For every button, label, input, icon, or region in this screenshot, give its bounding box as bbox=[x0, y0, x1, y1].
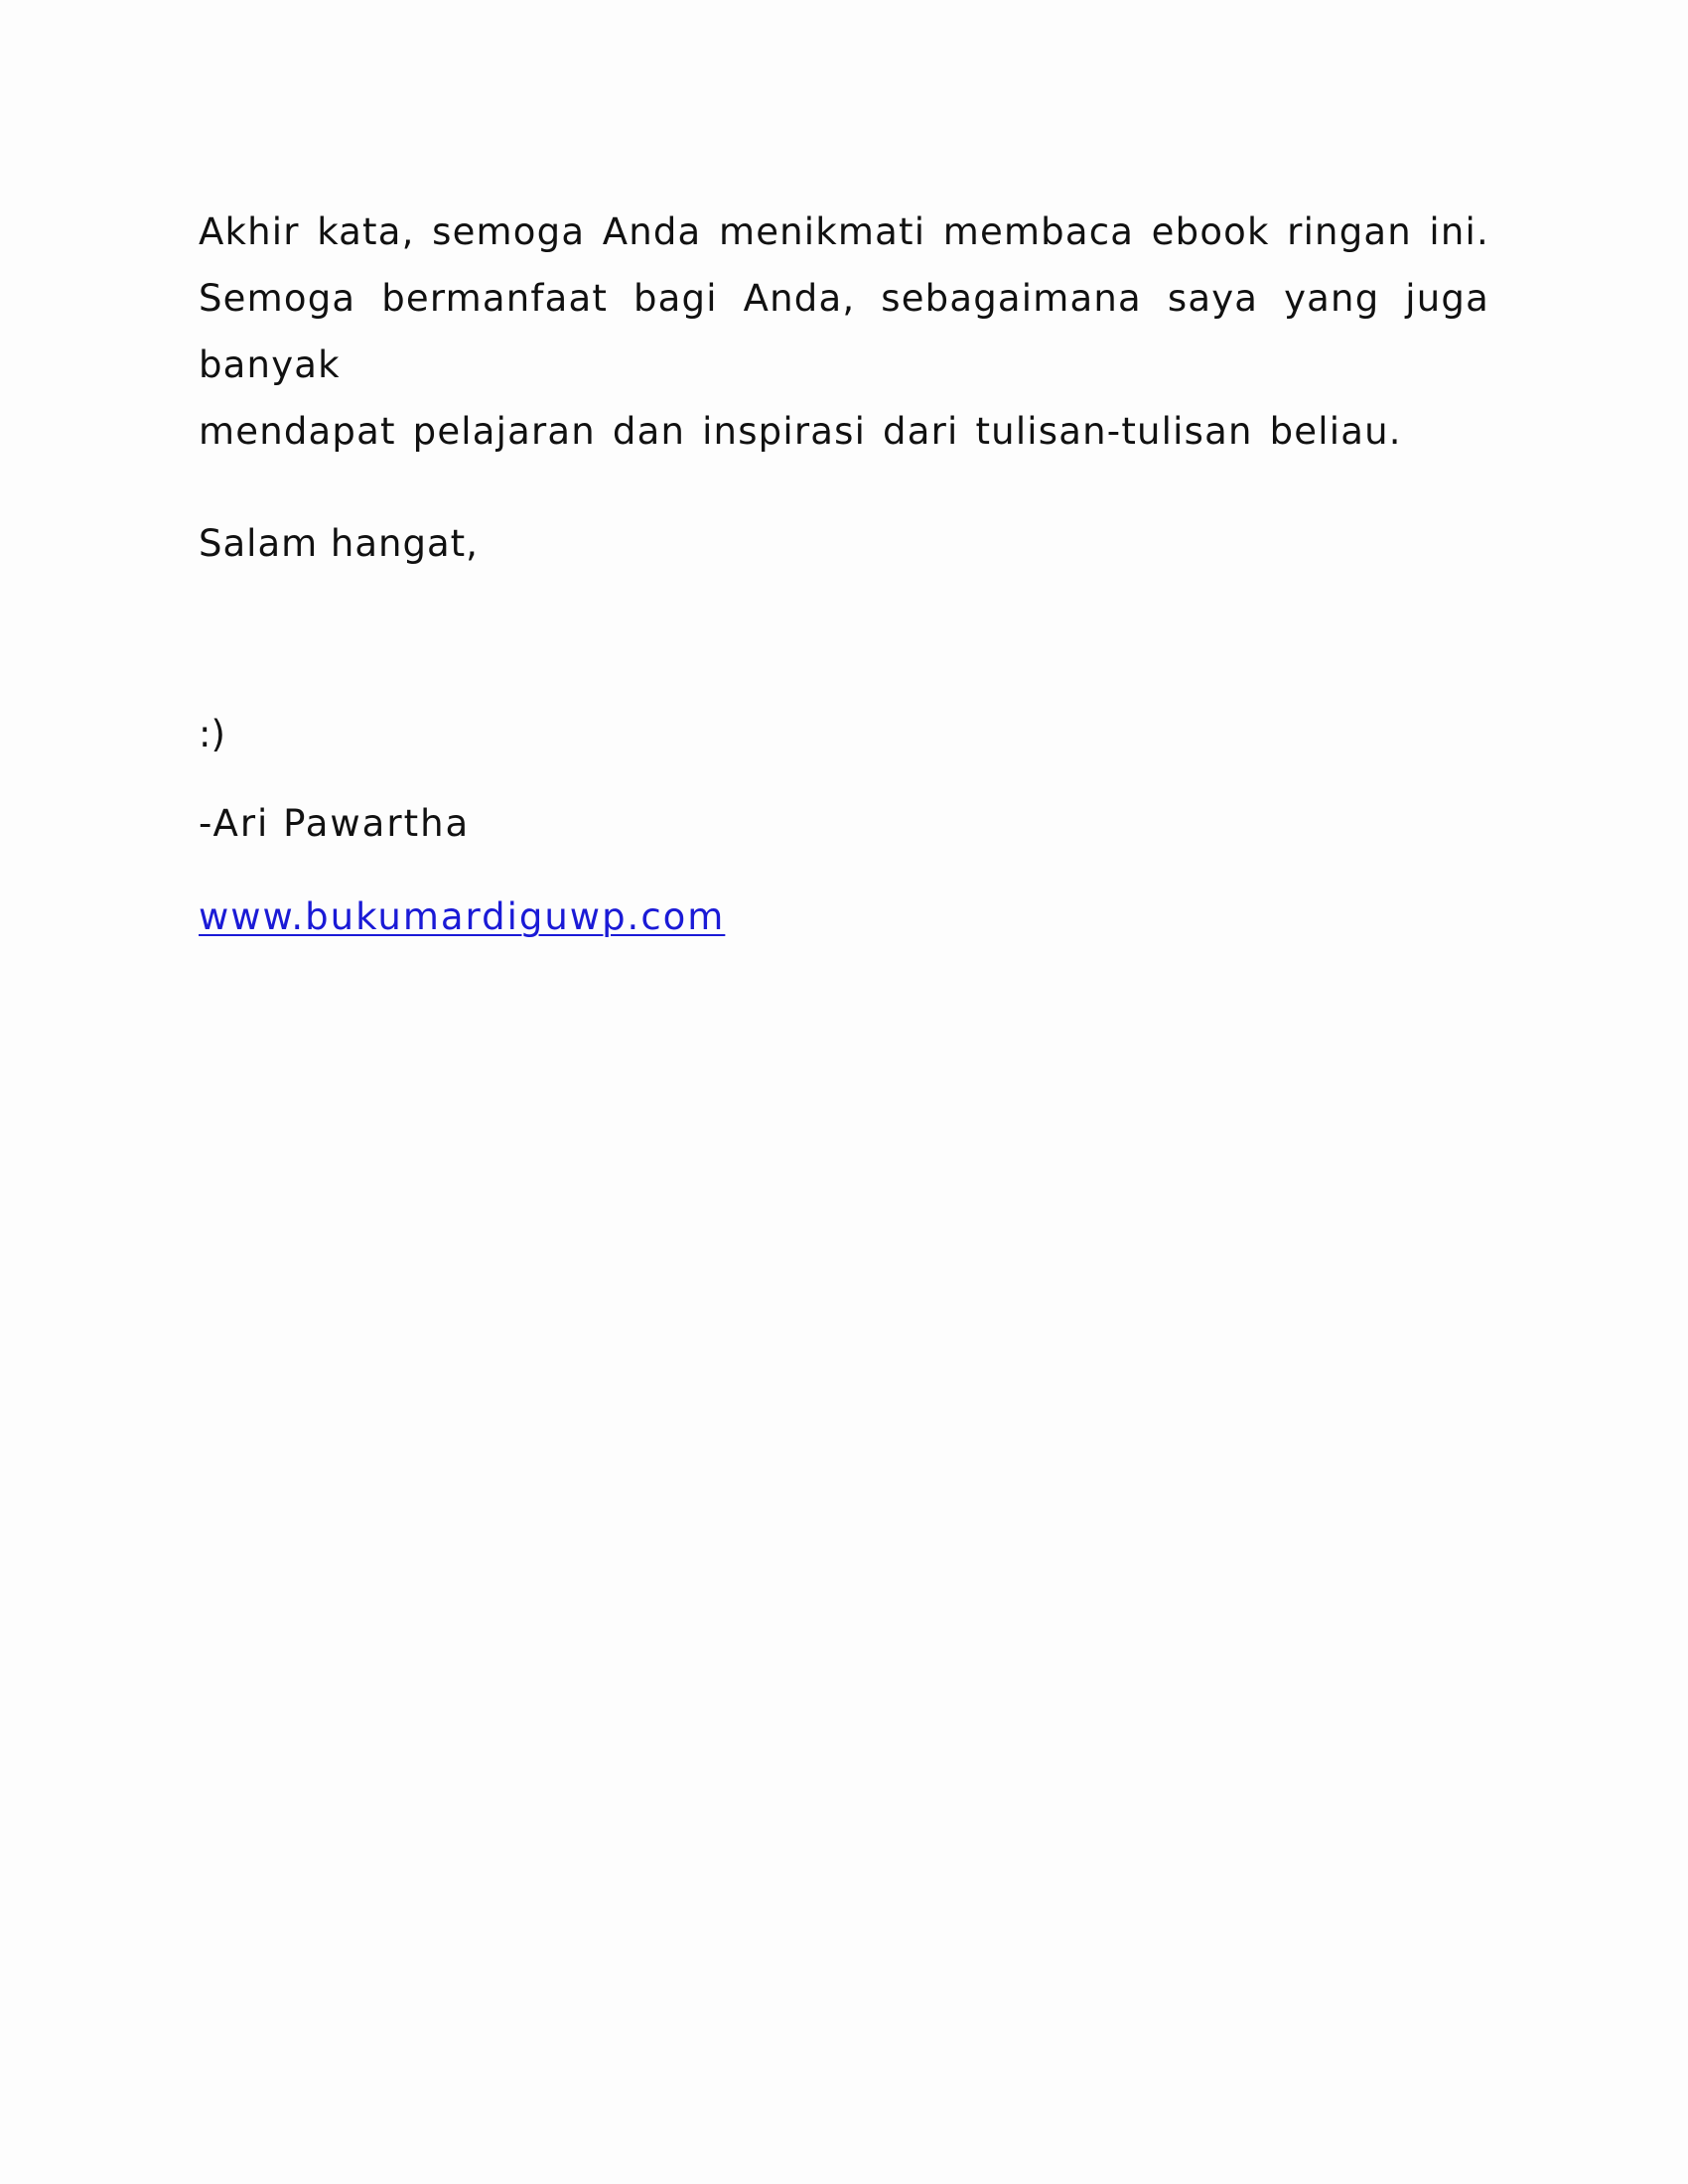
greeting-text: Salam hangat, bbox=[199, 522, 479, 565]
website-link[interactable]: www.bukumardiguwp.com bbox=[199, 895, 726, 938]
smiley-text: :) bbox=[199, 713, 225, 755]
closing-paragraph bbox=[199, 199, 1489, 465]
paragraph-line: mendapat pelajaran dan inspirasi dari tulisan-tulisan beliau. bbox=[199, 410, 1402, 453]
paragraph-line: Akhir kata, semoga Anda menikmati membaca ebook ringan ini. bbox=[199, 210, 1489, 253]
paragraph-line: Semoga bermanfaat bagi Anda, sebagaimana saya yang juga banyak bbox=[199, 277, 1489, 386]
closing-paragraph-container bbox=[199, 199, 1489, 465]
author-signature: -Ari Pawartha bbox=[199, 802, 471, 845]
